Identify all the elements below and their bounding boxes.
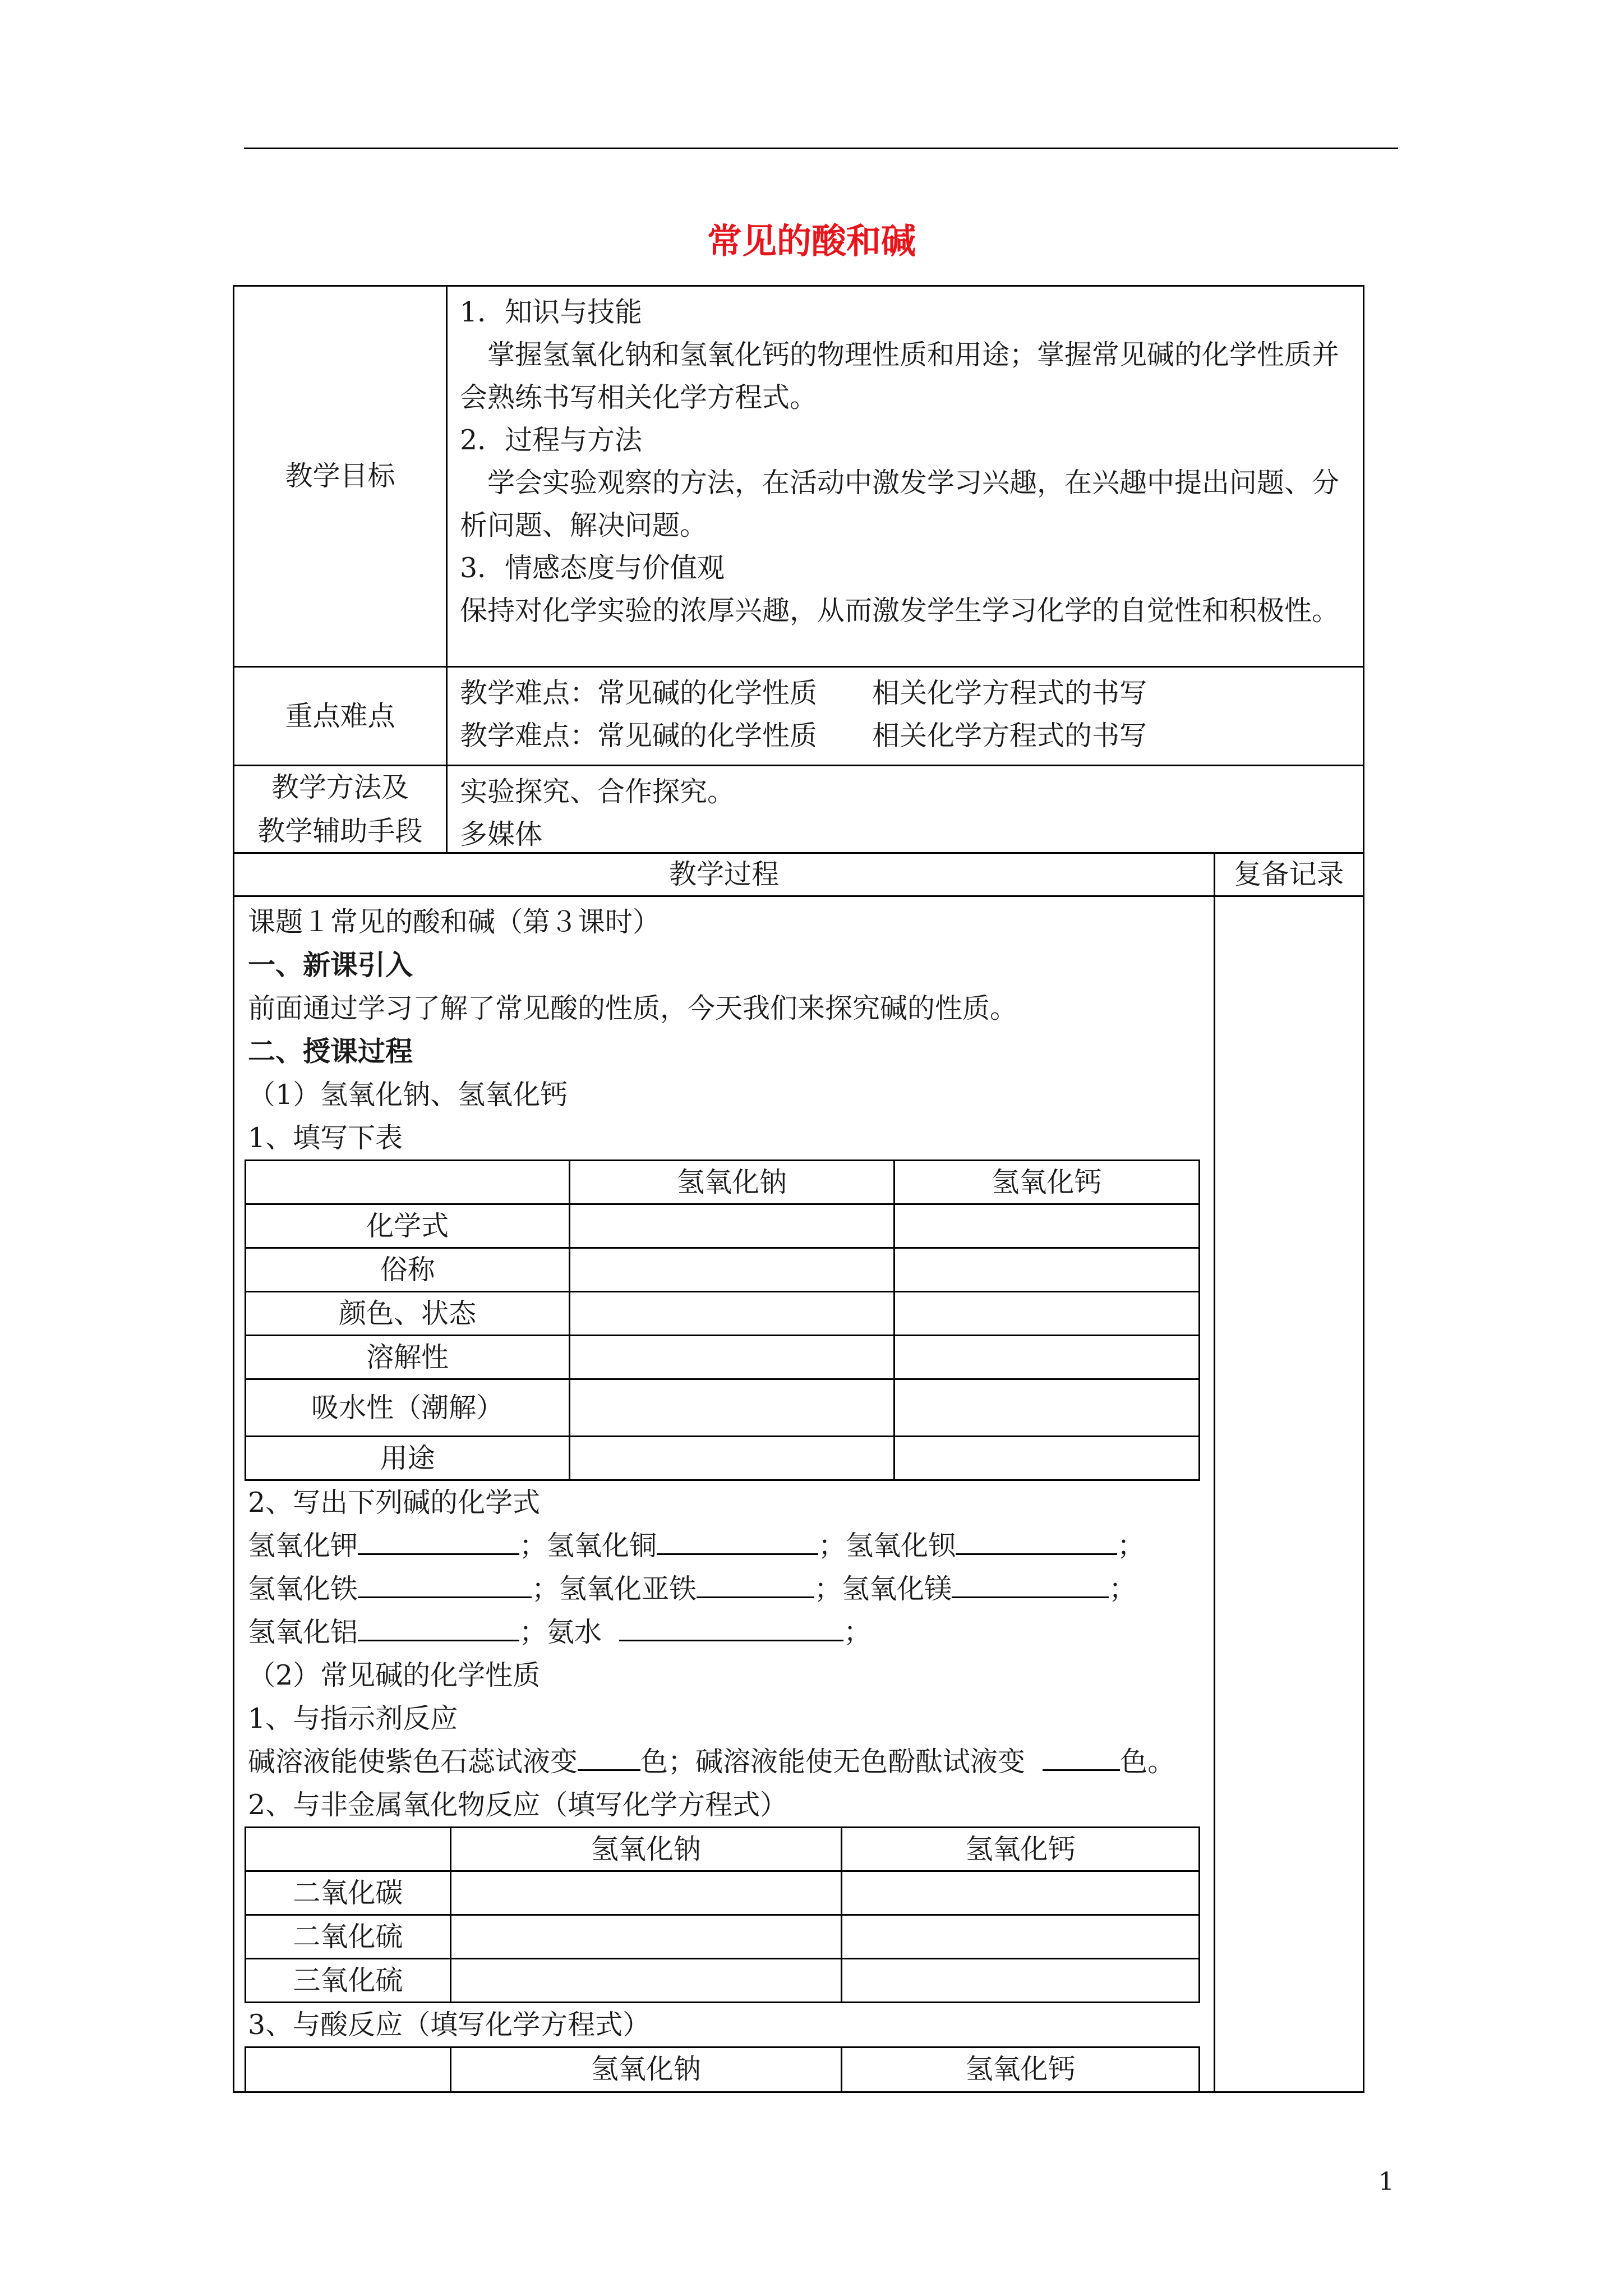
acid-reaction-table xyxy=(245,2046,1200,2091)
task-heading: 1、填写下表 xyxy=(248,1122,403,1154)
task-heading: 3、与酸反应（填写化学方程式） xyxy=(248,2009,651,2041)
task-heading: 2、写出下列碱的化学式 xyxy=(248,1487,541,1519)
page-number: 1 xyxy=(1378,2168,1394,2196)
answer-cell[interactable] xyxy=(894,1379,1199,1437)
review-header: 复备记录 xyxy=(1234,858,1344,890)
objectives-content xyxy=(448,287,1363,666)
base-name: 氢氧化钾 xyxy=(248,1530,358,1562)
objective-line: 保持对化学实验的浓厚兴趣，从而激发学生学习化学的自觉性和积极性。 xyxy=(460,595,1340,627)
objective-line: 学会实验观察的方法，在活动中激发学习兴趣，在兴趣中提出问题、分析问题、解决问题。 xyxy=(460,467,1340,541)
section-heading: 一、新课引入 xyxy=(248,949,413,981)
table-header-cell: 氢氧化钠 xyxy=(450,2047,841,2091)
objective-line: 3．情感态度与价值观 xyxy=(460,552,725,584)
table-header-row xyxy=(246,1828,1200,1871)
answer-blank[interactable] xyxy=(358,1525,519,1555)
answer-cell[interactable] xyxy=(570,1248,894,1292)
answer-cell[interactable] xyxy=(450,1959,841,2003)
objective-line: 1．知识与技能 xyxy=(460,296,643,328)
indicator-line xyxy=(248,1740,1200,1783)
nonmetal-oxide-table xyxy=(245,1826,1200,2003)
answer-blank[interactable] xyxy=(578,1741,640,1771)
separator: ； xyxy=(843,1616,872,1648)
answer-cell[interactable] xyxy=(570,1437,894,1480)
key-points-row xyxy=(234,668,1363,766)
subsection-heading: （1）氢氧化钠、氢氧化钙 xyxy=(248,1079,568,1111)
row-label: 溶解性 xyxy=(246,1336,570,1379)
answer-cell[interactable] xyxy=(570,1204,894,1248)
table-header-cell: 氢氧化钙 xyxy=(894,1161,1199,1204)
row-label: 颜色、状态 xyxy=(246,1292,570,1336)
process-header: 教学过程 xyxy=(234,854,1215,895)
table-row xyxy=(246,1437,1200,1480)
table-header-cell xyxy=(246,2047,451,2091)
base-name: 氢氧化铝 xyxy=(248,1616,358,1648)
table-header-cell: 氢氧化钙 xyxy=(842,1828,1200,1871)
table-header-cell xyxy=(246,1161,570,1204)
methods-label-line: 教学辅助手段 xyxy=(257,815,423,847)
answer-cell[interactable] xyxy=(570,1336,894,1379)
table-header-cell: 氢氧化钠 xyxy=(450,1828,841,1871)
indicator-text: 色。 xyxy=(1120,1746,1175,1778)
lesson-plan-table xyxy=(233,285,1364,2093)
row-label: 吸水性（潮解） xyxy=(246,1379,570,1437)
review-notes-column[interactable] xyxy=(1215,897,1363,2091)
answer-blank[interactable] xyxy=(619,1611,843,1641)
methods-content xyxy=(448,766,1363,852)
process-content xyxy=(234,897,1215,2091)
answer-cell[interactable] xyxy=(842,1915,1200,1959)
methods-label xyxy=(234,766,448,852)
table-row xyxy=(246,1871,1200,1915)
answer-cell[interactable] xyxy=(450,1915,841,1959)
objectives-label: 教学目标 xyxy=(234,287,448,666)
methods-row xyxy=(234,766,1363,854)
answer-cell[interactable] xyxy=(894,1204,1199,1248)
section-heading: 二、授课过程 xyxy=(248,1035,413,1068)
row-label: 俗称 xyxy=(246,1248,570,1292)
answer-cell[interactable] xyxy=(570,1379,894,1437)
base-name: 氢氧化钡 xyxy=(846,1530,956,1562)
answer-cell[interactable] xyxy=(894,1248,1199,1292)
row-label: 二氧化硫 xyxy=(246,1915,451,1959)
base-name: 氢氧化镁 xyxy=(842,1573,952,1605)
separator: ； xyxy=(814,1573,842,1605)
answer-blank[interactable] xyxy=(697,1568,814,1598)
separator: ； xyxy=(532,1573,560,1605)
table-header-row xyxy=(246,1161,1200,1204)
row-label: 二氧化碳 xyxy=(246,1871,451,1915)
answer-cell[interactable] xyxy=(570,1292,894,1336)
indicator-text: 碱溶液能使紫色石蕊试液变 xyxy=(248,1746,578,1778)
intro-text: 前面通过学习了解了常见酸的性质，今天我们来探究碱的性质。 xyxy=(248,992,1018,1024)
subsection-heading: （2）常见碱的化学性质 xyxy=(248,1659,541,1691)
objectives-row xyxy=(234,287,1363,668)
objective-line: 掌握氢氧化钠和氢氧化钙的物理性质和用途；掌握常见碱的化学性质并会熟练书写相关化学方程式。 xyxy=(460,339,1340,413)
separator: ； xyxy=(1109,1573,1137,1605)
process-header-row xyxy=(234,854,1363,897)
separator: ； xyxy=(818,1530,846,1562)
table-header-cell: 氢氧化钠 xyxy=(570,1161,894,1204)
table-header-cell xyxy=(246,1828,451,1871)
answer-blank[interactable] xyxy=(1043,1741,1120,1771)
table-header-cell: 氢氧化钙 xyxy=(842,2047,1200,2091)
formula-line xyxy=(248,1567,1200,1611)
lesson-title: 课题１常见的酸和碱（第３课时） xyxy=(248,906,661,938)
table-row xyxy=(246,1959,1200,2003)
formula-line xyxy=(248,1524,1200,1567)
answer-cell[interactable] xyxy=(894,1292,1199,1336)
answer-cell[interactable] xyxy=(842,1959,1200,2003)
key-points-label: 重点难点 xyxy=(234,668,448,765)
objective-line: 2．过程与方法 xyxy=(460,424,643,456)
methods-label-line: 教学方法及 xyxy=(271,771,409,803)
answer-cell[interactable] xyxy=(894,1437,1199,1480)
table-row xyxy=(246,1248,1200,1292)
table-row xyxy=(246,1204,1200,1248)
row-label: 化学式 xyxy=(246,1204,570,1248)
table-row xyxy=(246,1336,1200,1379)
task-heading: 1、与指示剂反应 xyxy=(248,1703,458,1734)
answer-cell[interactable] xyxy=(450,1871,841,1915)
row-label: 用途 xyxy=(246,1437,570,1480)
base-name: 氨水 xyxy=(547,1616,602,1648)
answer-blank[interactable] xyxy=(358,1568,532,1598)
base-name: 氢氧化铜 xyxy=(547,1530,657,1562)
answer-cell[interactable] xyxy=(842,1871,1200,1915)
properties-table xyxy=(245,1159,1200,1481)
header-rule xyxy=(244,148,1398,149)
separator: ； xyxy=(519,1530,547,1562)
separator: ； xyxy=(519,1616,547,1648)
task-heading: 2、与非金属氧化物反应（填写化学方程式） xyxy=(248,1789,788,1821)
base-name: 氢氧化亚铁 xyxy=(559,1573,697,1605)
table-header-row xyxy=(246,2047,1200,2091)
key-point-line: 教学难点：常见碱的化学性质 相关化学方程式的书写 xyxy=(460,677,1147,709)
table-row xyxy=(246,1292,1200,1336)
answer-blank[interactable] xyxy=(952,1568,1109,1598)
base-name: 氢氧化铁 xyxy=(248,1573,358,1605)
method-line: 实验探究、合作探究。 xyxy=(460,776,735,808)
answer-cell[interactable] xyxy=(894,1336,1199,1379)
table-row xyxy=(246,1915,1200,1959)
separator: ； xyxy=(1117,1530,1145,1562)
document-title: 常见的酸和碱 xyxy=(707,220,916,261)
table-row xyxy=(246,1379,1200,1437)
key-points-content xyxy=(448,668,1363,765)
process-body xyxy=(234,897,1363,2091)
indicator-text: 色；碱溶液能使无色酚酞试液变 xyxy=(640,1746,1026,1778)
method-line: 多媒体 xyxy=(460,818,543,850)
answer-blank[interactable] xyxy=(956,1525,1117,1555)
answer-blank[interactable] xyxy=(657,1525,818,1555)
answer-blank[interactable] xyxy=(358,1611,519,1641)
row-label: 三氧化硫 xyxy=(246,1959,451,2003)
key-point-line: 教学难点：常见碱的化学性质 相关化学方程式的书写 xyxy=(460,720,1147,752)
formula-line xyxy=(248,1611,1200,1654)
